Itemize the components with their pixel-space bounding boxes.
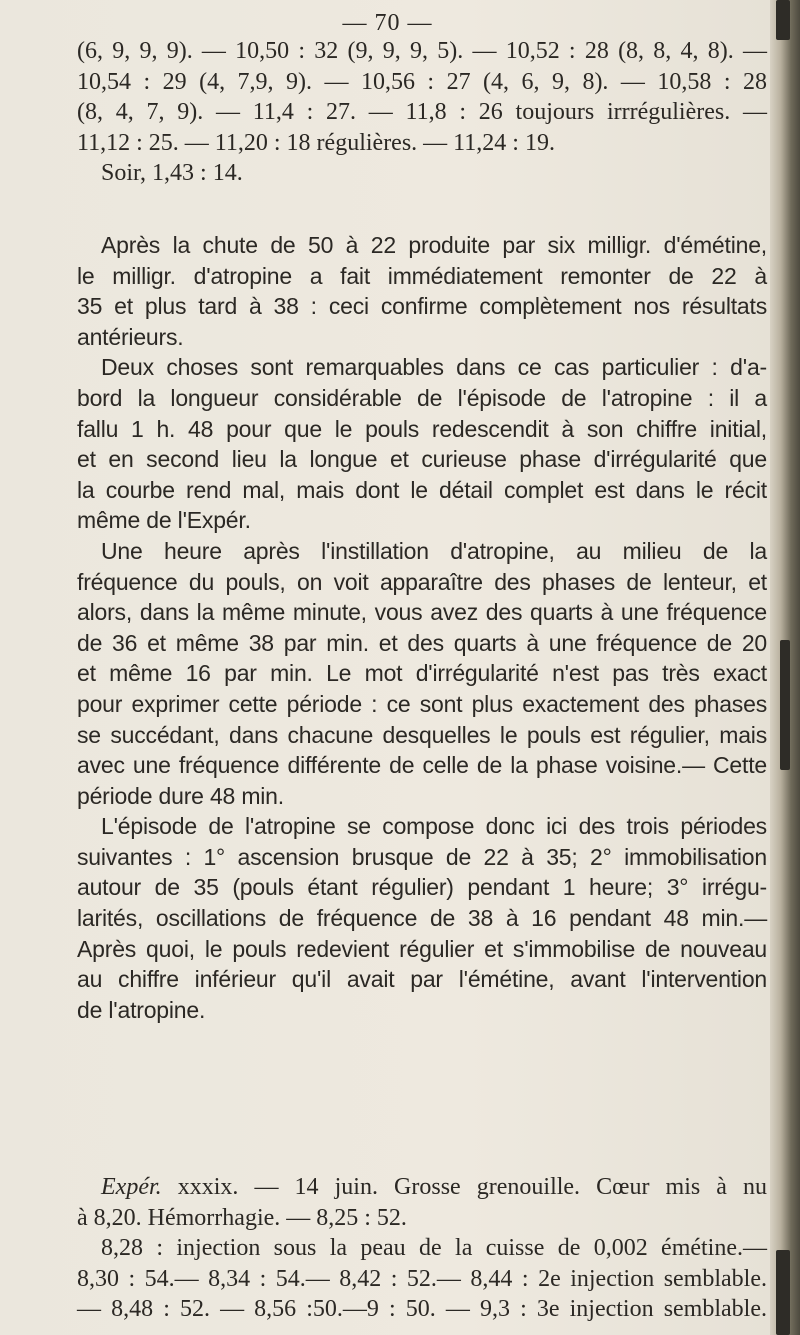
paragraph-line: alors, dans la même minute, vous avez des quarts à une fréquence <box>77 599 767 626</box>
paragraph-line: pour exprimer cette période : ce sont plus exactement des phases <box>77 690 767 717</box>
paragraph-line: de l'atropine. <box>77 996 206 1023</box>
paragraph-line: fallu 1 h. 48 pour que le pouls redescendit à son chiffre initial, <box>77 415 767 442</box>
experiment-line: 8,30 : 54.— 8,34 : 54.— 8,42 : 52.— 8,44 : 2e injection semblable. <box>77 1265 767 1292</box>
book-binding-edge <box>770 0 800 1335</box>
paragraph-3 <box>77 536 767 811</box>
paragraph-line: au chiffre inférieur qu'il avait par l'émétine, avant l'intervention <box>77 966 767 993</box>
paragraph-line: bord la longueur considérable de l'épisode de l'atropine : il a <box>77 384 767 411</box>
paragraph-line: antérieurs. <box>77 323 184 350</box>
paragraph-4 <box>77 811 767 1025</box>
paragraph-2 <box>77 352 767 536</box>
experiment-line: à 8,20. Hémorrhagie. — 8,25 : 52. <box>77 1204 407 1231</box>
paragraph-line: 35 et plus tard à 38 : ceci confirme complètement nos résultats <box>77 293 767 320</box>
data-line-3: (8, 4, 7, 9). — 11,4 : 27. — 11,8 : 26 toujours irrrégulières. — <box>77 99 767 126</box>
paragraph-line: de 36 et même 38 par min. et des quarts à une fréquence de 20 <box>77 629 767 656</box>
paragraph-line: et en second lieu la longue et curieuse phase d'irrégularité que <box>77 446 767 473</box>
data-block <box>77 36 767 189</box>
paragraph-line: même de l'Expér. <box>77 507 251 534</box>
paragraph-line: le milligr. d'atropine a fait immédiatement remonter de 22 à <box>77 262 767 289</box>
paragraph-line: Une heure après l'instillation d'atropine, au milieu de la <box>101 537 767 564</box>
experiment-heading-line <box>77 1172 767 1203</box>
binding-tab <box>776 1250 790 1335</box>
paragraph-line: Après quoi, le pouls redevient régulier et s'immobilise de nouveau <box>77 935 767 962</box>
page-number: — 70 — <box>342 10 433 36</box>
experiment-heading-rest: xxxix. — 14 juin. Grosse grenouille. Cœur mis à nu <box>177 1174 768 1200</box>
paragraph-line: avec une fréquence différente de celle de la phase voisine.— Cette <box>77 752 767 779</box>
experiment-line: 8,28 : injection sous la peau de la cuisse de 0,002 émétine.— <box>101 1235 767 1262</box>
data-line-4: 11,12 : 25. — 11,20 : 18 régulières. — 11,24 : 19. <box>77 129 555 156</box>
data-line-5: Soir, 1,43 : 14. <box>101 160 243 187</box>
body-text <box>77 230 767 1025</box>
paragraph-line: fréquence du pouls, on voit apparaître des phases de lenteur, et <box>77 568 767 595</box>
paragraph-line: se succédant, dans chacune desquelles le pouls est régulier, mais <box>77 721 767 748</box>
binding-tab <box>776 0 790 40</box>
paragraph-line: période dure 48 min. <box>77 782 284 809</box>
paragraph-line: L'épisode de l'atropine se compose donc ici des trois périodes <box>101 813 767 840</box>
paragraph-line: Deux choses sont remarquables dans ce cas particulier : d'a- <box>101 354 767 381</box>
paragraph-1 <box>77 230 767 352</box>
binding-tab <box>780 640 790 770</box>
paragraph-line: autour de 35 (pouls étant régulier) pendant 1 heure; 3° irrégu- <box>77 874 767 901</box>
data-line-2: 10,54 : 29 (4, 7,9, 9). — 10,56 : 27 (4, 6, 9, 8). — 10,58 : 28 <box>77 68 767 95</box>
experiment-label: Expér. <box>101 1174 162 1200</box>
data-line-1: (6, 9, 9, 9). — 10,50 : 32 (9, 9, 9, 5). — 10,52 : 28 (8, 8, 4, 8). — <box>77 38 767 64</box>
paragraph-line: Après la chute de 50 à 22 produite par six milligr. d'émétine, <box>101 232 767 258</box>
experiment-line: — 8,48 : 52. — 8,56 :50.—9 : 50. — 9,3 : 3e injection semblable. <box>77 1296 767 1323</box>
experiment-block <box>77 1172 767 1325</box>
paragraph-line: larités, oscillations de fréquence de 38 à 16 pendant 48 min.— <box>77 905 767 932</box>
paragraph-line: la courbe rend mal, mais dont le détail complet est dans le récit <box>77 476 767 503</box>
paragraph-line: et même 16 par min. Le mot d'irrégularité n'est pas très exact <box>77 660 767 687</box>
paragraph-line: suivantes : 1° ascension brusque de 22 à 35; 2° immobilisation <box>77 843 767 870</box>
